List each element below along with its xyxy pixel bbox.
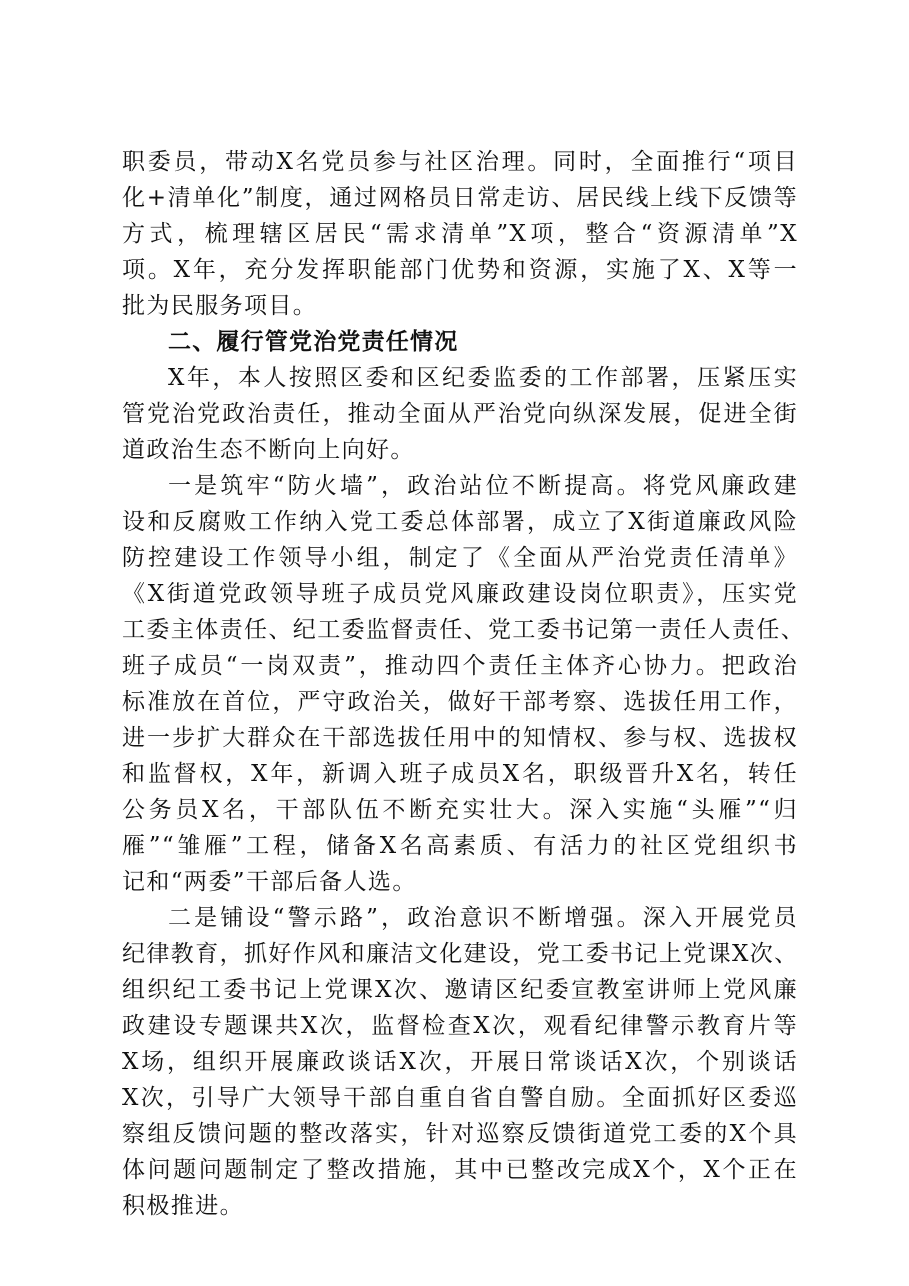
text-line: 纪律教育，抓好作风和廉洁文化建设，党工委书记上党课X次、 [122,941,799,967]
text-line: X年，本人按照区委和区纪委监委的工作部署，压紧压实 [168,365,798,391]
text-line: 进一步扩大群众在干部选拔任用中的知情权、参与权、选拔权 [122,725,798,751]
text-line: 道政治生态不断向上向好。 [122,437,415,463]
text-line: 积极推进。 [122,1193,244,1219]
text-line: 二是铺设“警示路”，政治意识不断增强。深入开展党员 [168,905,798,931]
text-line: 设和反腐败工作纳入党工委总体部署，成立了X街道廉政风险 [122,509,798,535]
paragraph-3 [122,468,806,900]
text-line: 和监督权，X年，新调入班子成员X名，职级晋升X名，转任 [122,761,799,787]
text-line: 公务员X名，干部队伍不断充实壮大。深入实施“头雁”“归 [122,797,798,823]
text-line: X次，引导广大领导干部自重自省自警自励。全面抓好区委巡 [122,1085,798,1111]
text-line: 职委员，带动X名党员参与社区治理。同时，全面推行“项目 [122,149,798,175]
text-line: 批为民服务项目。 [122,293,318,319]
text-line: 方式，梳理辖区居民“需求清单”X项，整合“资源清单”X [122,221,798,247]
text-line: 体问题问题制定了整改措施，其中已整改完成X个，X个正在 [122,1157,798,1183]
section-heading: 二、履行管党治党责任情况 [168,329,459,355]
text-line: 记和“两委”干部后备人选。 [122,869,417,895]
paragraph-4 [122,900,798,1224]
text-line: 察组反馈问题的整改落实，针对巡察反馈街道党工委的X个具 [122,1121,798,1147]
paragraph-2 [122,360,798,468]
text-line: 项。X年，充分发挥职能部门优势和资源，实施了X、X等一 [122,257,798,283]
text-line: 管党治党政治责任，推动全面从严治党向纵深发展，促进全街 [122,401,798,427]
text-line: 《X街道党政领导班子成员党风廉政建设岗位职责》，压实党 [122,581,798,607]
text-line: 工委主体责任、纪工委监督责任、党工委书记第一责任人责任、 [122,617,806,643]
text-line: 雁”“雏雁”工程，储备X名高素质、有活力的社区党组织书 [122,833,798,859]
text-line: 化+清单化”制度，通过网格员日常走访、居民线上线下反馈等 [122,185,798,211]
paragraph-1 [122,144,798,324]
text-line: 一是筑牢“防火墙”，政治站位不断提高。将党风廉政建 [168,473,798,499]
text-line: 班子成员“一岗双责”，推动四个责任主体齐心协力。把政治 [122,653,798,679]
text-line: X场，组织开展廉政谈话X次，开展日常谈话X次，个别谈话 [122,1049,798,1075]
text-line: 标准放在首位，严守政治关，做好干部考察、选拔任用工作， [122,689,798,715]
text-line: 政建设专题课共X次，监督检查X次，观看纪律警示教育片等 [122,1013,798,1039]
text-line: 防控建设工作领导小组，制定了《全面从严治党责任清单》 [122,545,798,571]
text-line: 组织纪工委书记上党课X次、邀请区纪委宣教室讲师上党风廉 [122,977,798,1003]
document-body [122,144,806,1224]
